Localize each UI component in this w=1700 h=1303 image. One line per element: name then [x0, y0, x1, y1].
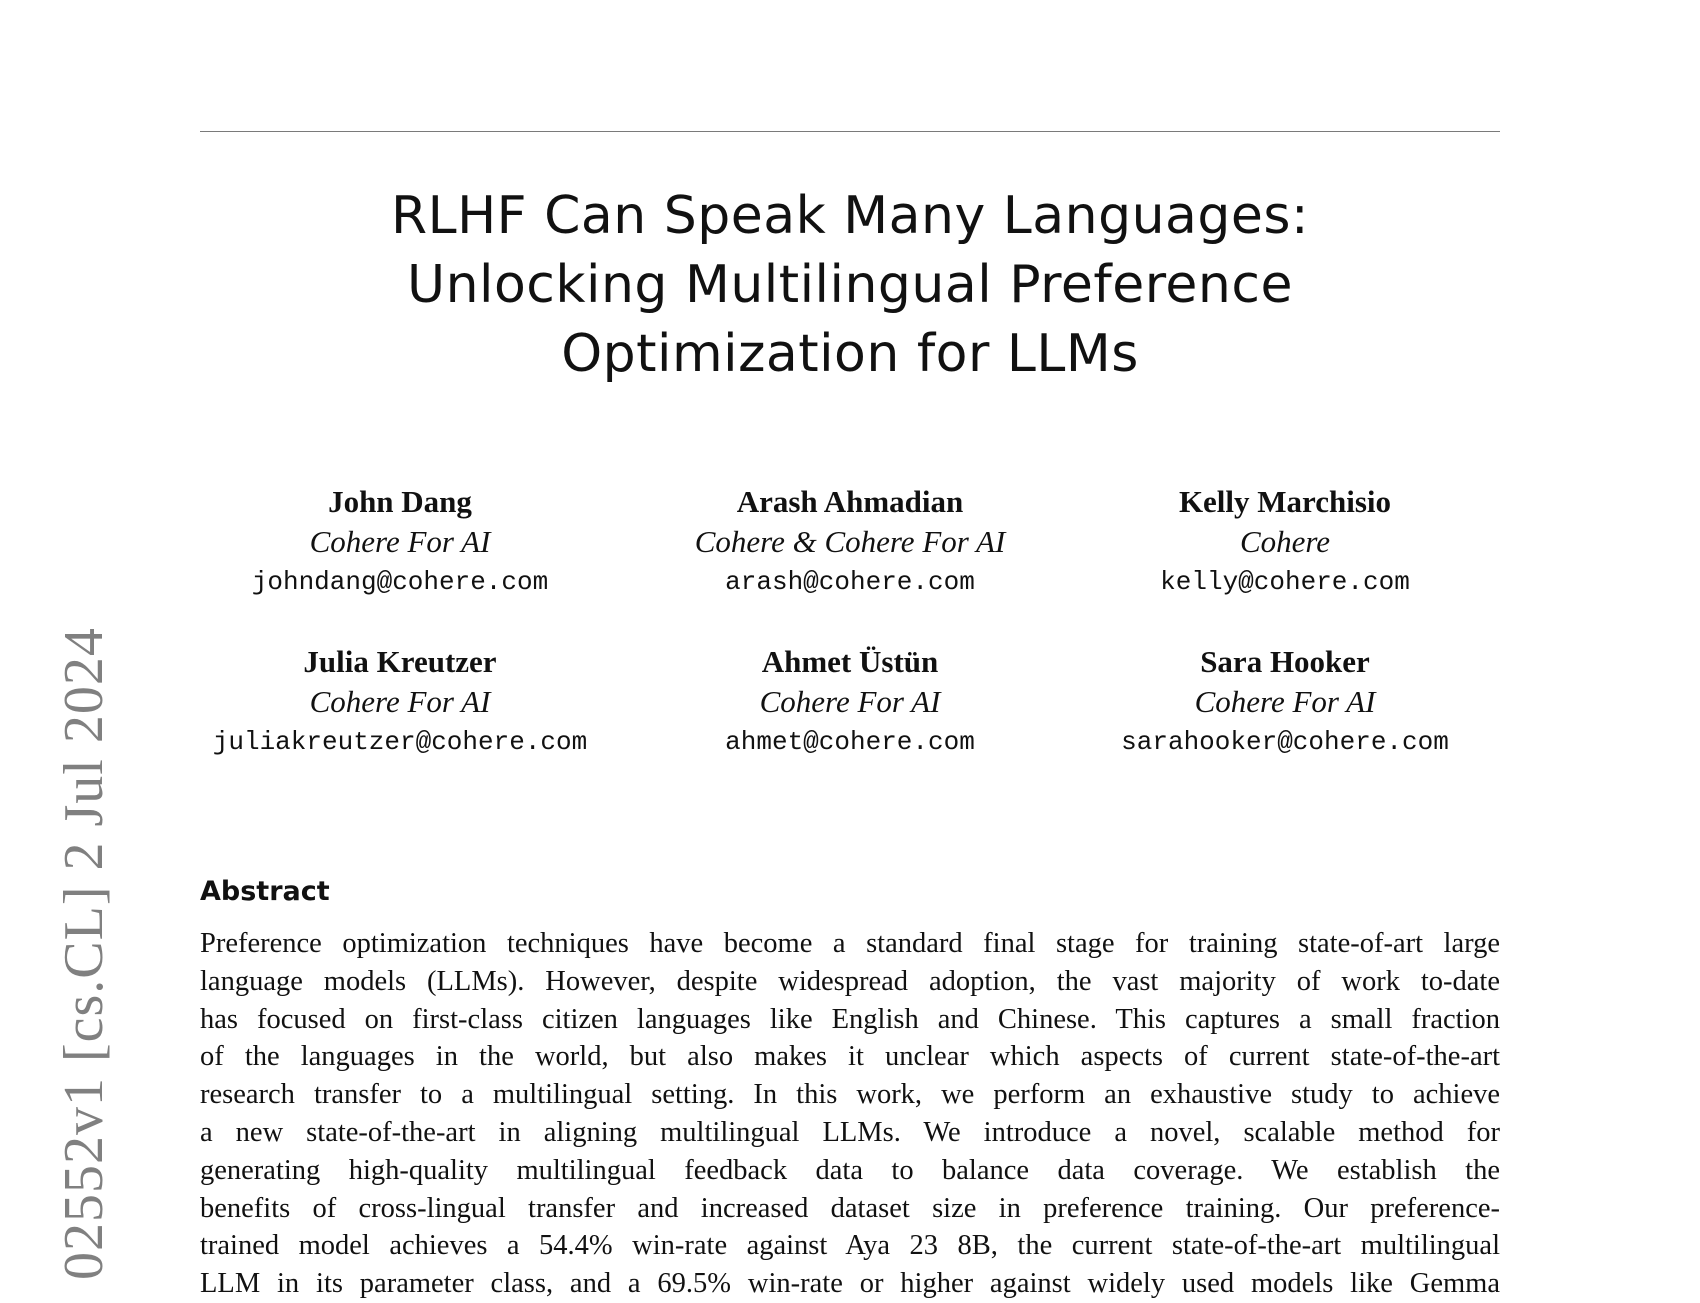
author-affiliation: Cohere	[1239, 524, 1331, 559]
author-affiliation: Cohere & Cohere For AI	[694, 524, 1006, 559]
abstract-body	[200, 925, 1500, 1303]
title-line: RLHF Can Speak Many Languages:	[390, 186, 1310, 246]
abstract-line: of the languages in the world, but also makes it unclear which aspects of current state-of-the-art	[200, 1041, 1500, 1073]
author-affiliation: Cohere For AI	[309, 524, 491, 559]
header-rule	[200, 131, 1500, 132]
abstract-line: research transfer to a multilingual setting. In this work, we perform an exhaustive study to achieve	[200, 1079, 1500, 1111]
abstract-line: generating high-quality multilingual feedback data to balance data coverage. We establish the	[200, 1154, 1500, 1186]
abstract-line: Preference optimization techniques have become a standard final stage for training state-of-art large	[200, 928, 1500, 959]
abstract-line: LLM in its parameter class, and a 69.5% win-rate or higher against widely used models like Gemma	[200, 1268, 1500, 1300]
author-email[interactable]: sarahooker@cohere.com	[1121, 727, 1449, 757]
abstract-line: trained model achieves a 54.4% win-rate against Aya 23 8B, the current state-of-the-art multilingual	[200, 1230, 1500, 1262]
author-name: John Dang	[328, 484, 472, 519]
paper-title	[200, 182, 1500, 389]
author-entry	[170, 482, 630, 602]
author-entry	[620, 482, 1080, 602]
author-entry	[1055, 642, 1515, 762]
title-line: Unlocking Multilingual Preference	[407, 255, 1293, 315]
author-name: Arash Ahmadian	[736, 484, 964, 519]
abstract-line: benefits of cross-lingual transfer and increased dataset size in preference training. Our preference-	[200, 1192, 1500, 1224]
abstract-line: language models (LLMs). However, despite widespread adoption, the vast majority of work to-date	[200, 965, 1500, 997]
author-email[interactable]: johndang@cohere.com	[251, 567, 549, 597]
abstract-line: has focused on first-class citizen languages like English and Chinese. This captures a small fraction	[200, 1003, 1500, 1035]
author-affiliation: Cohere For AI	[1194, 684, 1376, 719]
abstract-line: a new state-of-the-art in aligning multilingual LLMs. We introduce a novel, scalable method for	[200, 1116, 1500, 1148]
author-affiliation: Cohere For AI	[759, 684, 941, 719]
author-name: Ahmet Üstün	[761, 644, 939, 679]
author-affiliation: Cohere For AI	[309, 684, 491, 719]
author-entry	[1055, 482, 1515, 602]
author-email[interactable]: kelly@cohere.com	[1160, 567, 1410, 597]
author-email[interactable]: arash@cohere.com	[725, 567, 975, 597]
author-name: Julia Kreutzer	[303, 644, 497, 679]
author-name: Kelly Marchisio	[1178, 484, 1392, 519]
author-email[interactable]: ahmet@cohere.com	[725, 727, 975, 757]
author-entry	[170, 642, 630, 762]
author-name: Sara Hooker	[1200, 644, 1370, 679]
arxiv-watermark: 02552v1 [cs.CL] 2 Jul 2024	[53, 627, 115, 1280]
author-email[interactable]: juliakreutzer@cohere.com	[212, 727, 588, 757]
author-entry	[620, 642, 1080, 762]
title-line: Optimization for LLMs	[561, 324, 1139, 384]
abstract-heading: Abstract	[200, 876, 330, 907]
